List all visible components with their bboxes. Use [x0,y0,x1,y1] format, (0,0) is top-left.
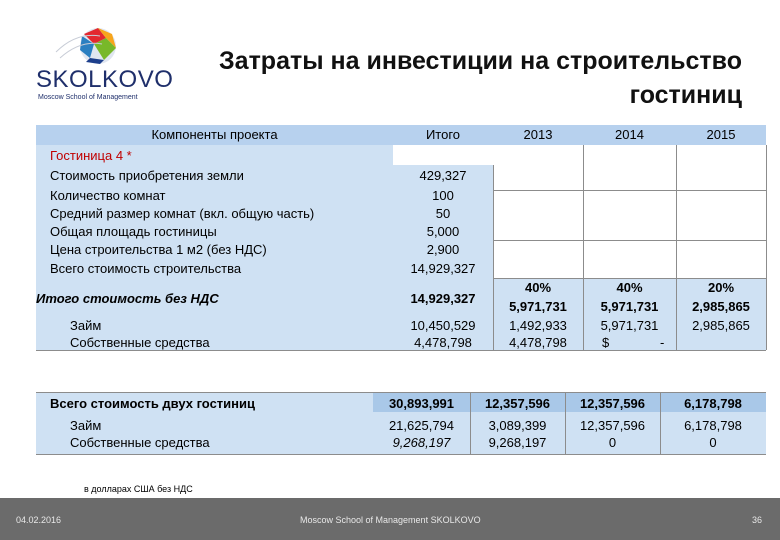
t2-loan-label: Займ [70,418,102,433]
summary-total: 14,929,327 [410,291,476,306]
grid-line [36,392,766,393]
header-total: Итого [425,127,461,142]
footer-school: Moscow School of Management SKOLKOVO [300,515,481,525]
t2-total-2015: 6,178,798 [684,396,742,411]
t2-total-2013: 12,357,596 [484,396,551,411]
logo-wordmark: SKOLKOVO [36,66,174,93]
t2-equity-2014: 0 [608,435,617,450]
t2-equity-2015: 0 [709,435,717,450]
t2-total-total: 30,893,991 [388,396,455,411]
grid-line [36,350,766,351]
row-label: Общая площадь гостиницы [50,224,217,239]
row-total: 5,000 [426,224,460,239]
row-label: Всего стоимость строительства [50,261,242,276]
footer-date: 04.02.2016 [16,515,62,525]
row-total: 50 [435,206,451,221]
footer-page-number: 36 [751,515,762,525]
grid-line [36,454,766,455]
equity-total: 4,478,798 [414,335,472,350]
loan-total: 10,450,529 [410,318,476,333]
row-total: 429,327 [419,168,467,183]
equity-label: Собственные средства [70,335,210,350]
slide-title [182,44,742,112]
grid-line [766,145,767,350]
row-label: Средний размер комнат (вкл. общую часть) [50,206,315,221]
loan-label: Займ [70,318,102,333]
header-2015: 2015 [706,127,736,142]
loan-2015: 2,985,865 [692,318,750,333]
t2-equity-total: 9,268,197 [392,435,451,450]
grid-line [493,240,766,241]
t2-loan-2014: 12,357,596 [579,418,646,433]
row-label: Цена строительства 1 м2 (без НДС) [50,242,267,257]
section-hotel-4star: Гостиница 4 * [50,148,132,163]
summary-pct-2015: 20% [707,280,735,295]
header-2013: 2013 [523,127,553,142]
grid-line [493,278,766,279]
summary-pct-2013: 40% [524,280,552,295]
t2-loan-total: 21,625,794 [388,418,455,433]
t2-loan-2013: 3,089,399 [488,418,547,433]
equity-2014-currency: $ [602,335,610,350]
header-components: Компоненты проекта [151,127,278,142]
title-line-1: Затраты на инвестиции на строительство [219,47,742,75]
summary-val-2015: 2,985,865 [692,299,750,314]
t2-equity-2013: 9,268,197 [488,435,547,450]
row-label: Стоимость приобретения земли [50,168,244,183]
summary-val-2014: 5,971,731 [600,299,659,314]
summary-label: Итого стоимость без НДС [36,291,219,306]
currency-note: в долларах США без НДС [84,484,193,494]
t2-equity-label: Собственные средства [70,435,210,450]
equity-2013: 4,478,798 [509,335,567,350]
summary-pct-2014: 40% [616,280,643,295]
footer-bar [0,498,780,540]
grid-line [493,190,766,191]
summary-val-2013: 5,971,731 [509,299,567,314]
row-total: 2,900 [426,242,460,257]
loan-2014: 5,971,731 [600,318,659,333]
row-label: Количество комнат [50,188,166,203]
loan-2013: 1,492,933 [509,318,567,333]
row-total: 100 [432,188,454,203]
equity-2014-value: - [660,335,665,350]
row-total: 14,929,327 [410,261,476,276]
header-2014: 2014 [615,127,644,142]
t2-loan-2015: 6,178,798 [684,418,742,433]
t2-total-label: Всего стоимость двух гостиниц [50,396,256,411]
t2-total-2014: 12,357,596 [579,396,646,411]
title-line-2: гостиниц [629,81,742,109]
logo-subtitle: Moscow School of Management [38,94,138,101]
